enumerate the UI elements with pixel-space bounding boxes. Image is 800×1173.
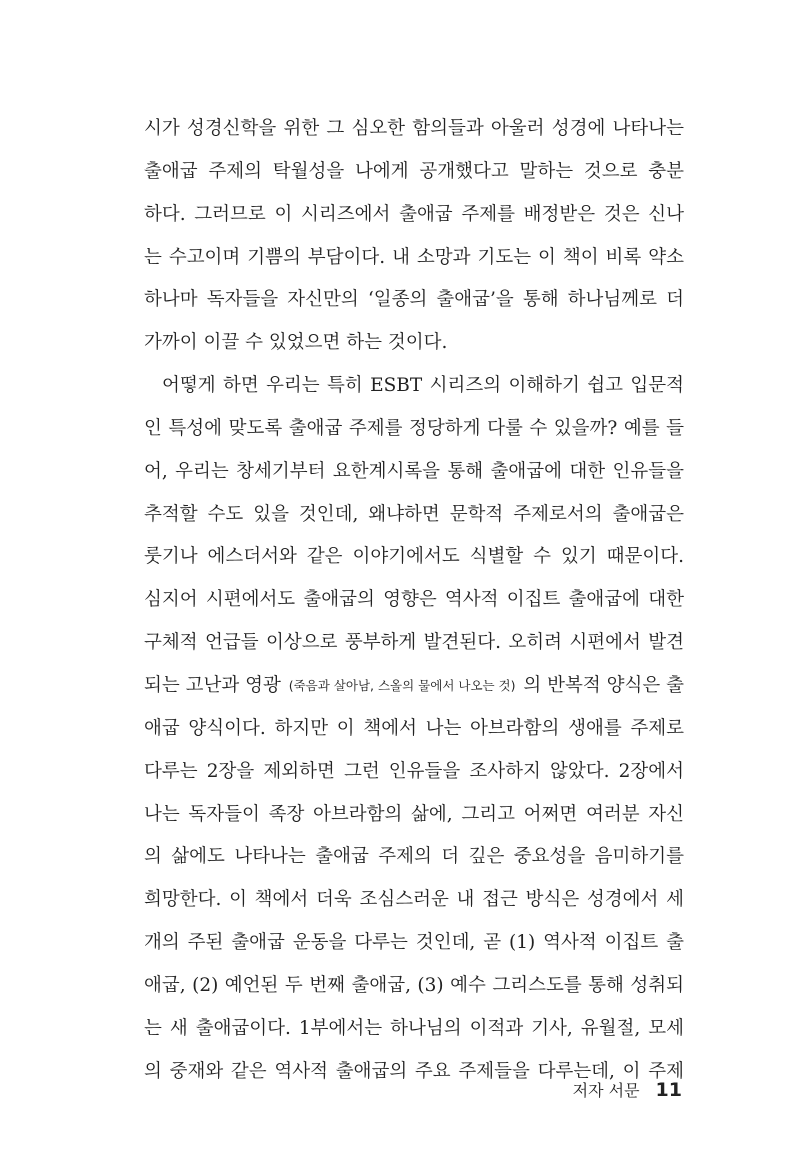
text-line: 출애굽 주제의 탁월성을 나에게 공개했다고 말하는 것으로 충분	[144, 160, 684, 182]
text-line: 룻기나 에스더서와 같은 이야기에서도 식별할 수 있기 때문이다.	[144, 546, 684, 568]
body-text	[144, 108, 684, 1093]
text-line: 구체적 언급들 이상으로 풍부하게 발견된다. 오히려 시편에서 발견	[144, 632, 684, 654]
text-line-with-aside	[144, 665, 684, 708]
text-line: 애굽 양식이다. 하지만 이 책에서 나는 아브라함의 생애를 주제로	[144, 717, 684, 739]
text-line: 인 특성에 맞도록 출애굽 주제를 정당하게 다룰 수 있을까? 예를 들	[144, 417, 684, 439]
text-line: 하나마 독자들을 자신만의 ‘일종의 출애굽’을 통해 하나님께로 더	[144, 289, 684, 311]
text-line: 의 삶에도 나타나는 출애굽 주제의 더 깊은 중요성을 음미하기를	[144, 846, 684, 868]
text-segment: 의 반복적 양식은 출	[523, 674, 684, 696]
text-line: 희망한다. 이 책에서 더욱 조심스러운 내 접근 방식은 성경에서 세	[144, 889, 684, 911]
text-line: 의 중재와 같은 역사적 출애굽의 주요 주제들을 다루는데, 이 주제	[144, 1060, 684, 1082]
page-footer	[573, 1078, 682, 1101]
text-line: 애굽, (2) 예언된 두 번째 출애굽, (3) 예수 그리스도를 통해 성취되	[144, 974, 684, 996]
text-line: 는 수고이며 기쁨의 부담이다. 내 소망과 기도는 이 책이 비록 약소	[144, 246, 684, 268]
text-line: 심지어 시편에서도 출애굽의 영향은 역사적 이집트 출애굽에 대한	[144, 589, 684, 611]
text-line: 가까이 이끌 수 있었으면 하는 것이다.	[144, 332, 448, 354]
page-number: 11	[655, 1079, 682, 1101]
text-line: 어, 우리는 창세기부터 요한계시록을 통해 출애굽에 대한 인유들을	[144, 460, 684, 482]
text-line: 하다. 그러므로 이 시리즈에서 출애굽 주제를 배정받은 것은 신나	[144, 203, 684, 225]
text-line: 다루는 2장을 제외하면 그런 인유들을 조사하지 않았다. 2장에서	[144, 760, 684, 782]
text-line: 나는 독자들이 족장 아브라함의 삶에, 그리고 어쩌면 여러분 자신	[144, 803, 684, 825]
text-line: 어떻게 하면 우리는 특히 ESBT 시리즈의 이해하기 쉽고 입문적	[162, 375, 684, 397]
text-line: 추적할 수도 있을 것인데, 왜냐하면 문학적 주제로서의 출애굽은	[144, 503, 684, 525]
running-section-title: 저자 서문	[572, 1081, 640, 1100]
text-line: 개의 주된 출애굽 운동을 다루는 것인데, 곧 (1) 역사적 이집트 출	[144, 932, 684, 954]
text-line: 는 새 출애굽이다. 1부에서는 하나님의 이적과 기사, 유월절, 모세	[144, 1017, 684, 1039]
text-line: 시가 성경신학을 위한 그 심오한 함의들과 아울러 성경에 나타나는	[144, 118, 684, 139]
text-segment: 되는 고난과 영광	[144, 674, 281, 696]
parenthetical-note: (죽음과 살아남, 스올의 물에서 나오는 것)	[288, 677, 516, 693]
